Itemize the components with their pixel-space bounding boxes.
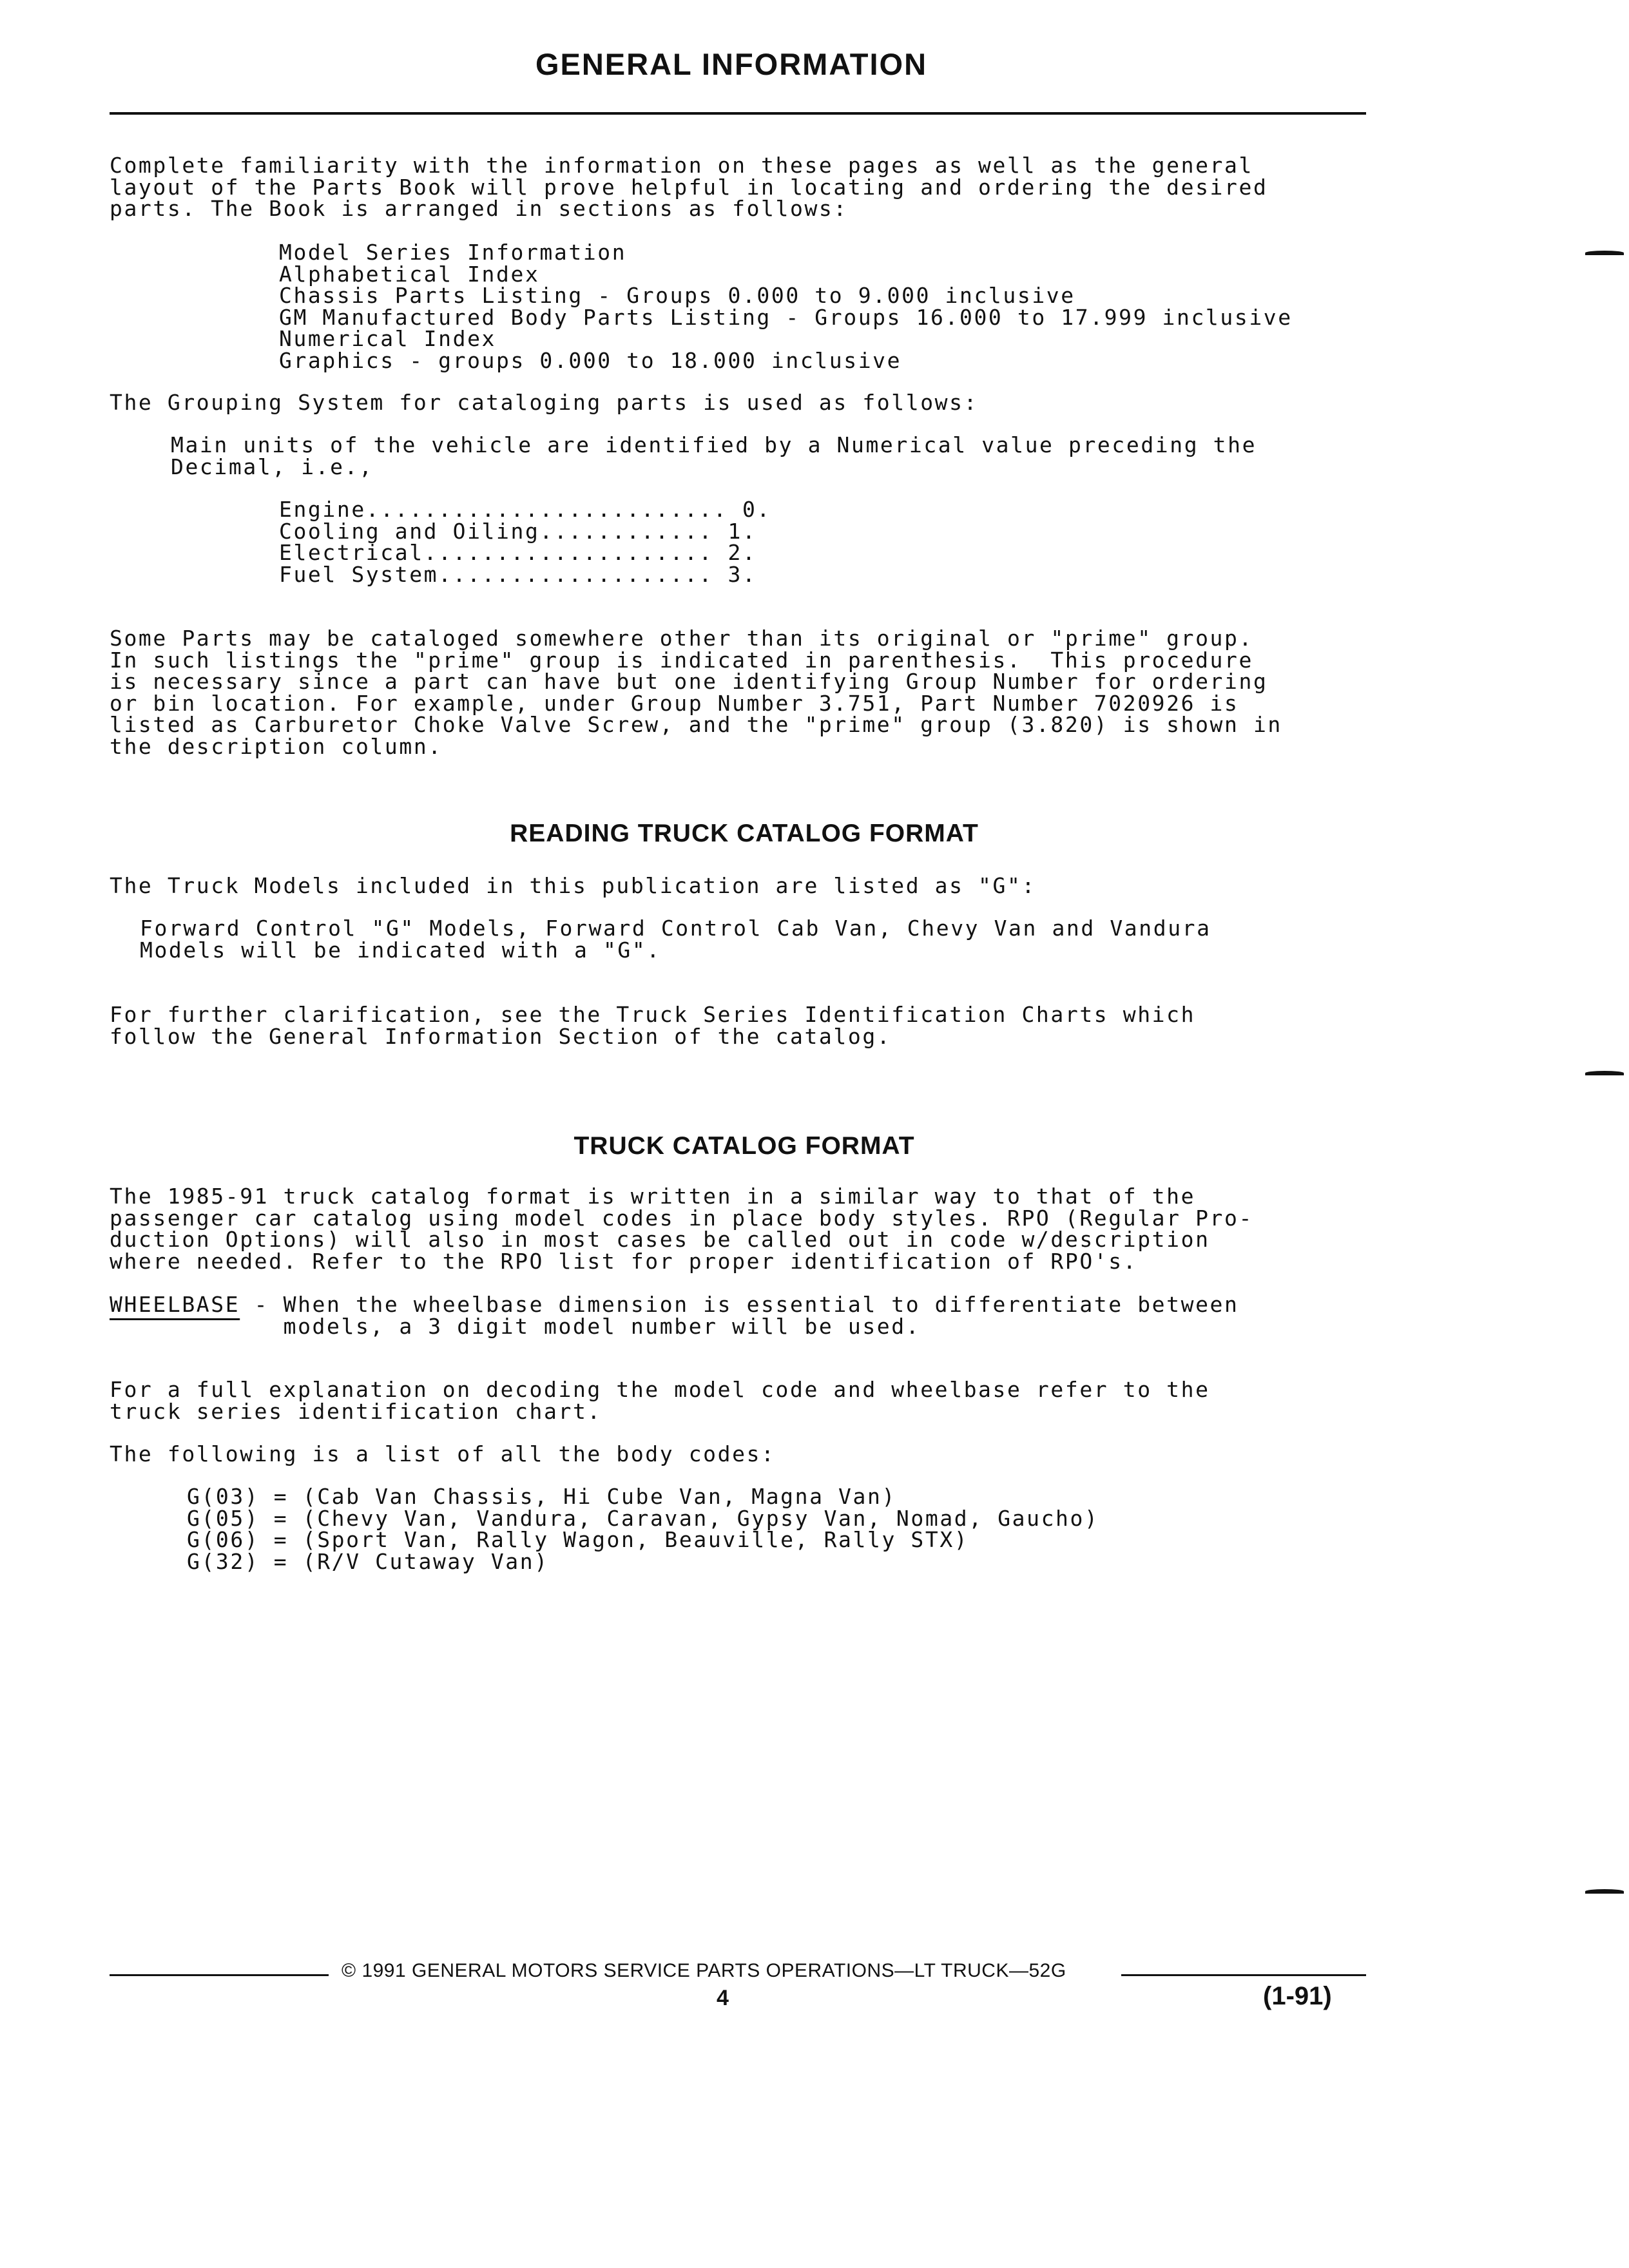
prime-group-paragraph: Some Parts may be cataloged somewhere other than its original or "prime" group. In such listings the "prime" group is indicated in parenthesis. This procedure is necessary since a part can have but one identifying Group Number for ordering or bin location. For example, under Group Number 3.751, Part Number 7020926 is listed as Carburetor Choke Valve Screw, and the "prime" group (3.820) is shown in the description column. bbox=[110, 626, 1282, 759]
footer-rule-right bbox=[1121, 1974, 1366, 1976]
page-title: GENERAL INFORMATION bbox=[535, 47, 928, 81]
body-codes-intro: The following is a list of all the body codes: bbox=[110, 1441, 776, 1466]
reading-format-heading: READING TRUCK CATALOG FORMAT bbox=[510, 820, 979, 847]
group-number-list: Engine......................... 0. Cooling and Oiling............ 1. Electrical.................... 2. Fuel System................... 3. bbox=[279, 497, 771, 587]
binding-mark bbox=[1585, 251, 1624, 255]
clarification-paragraph: For further clarification, see the Truck Series Identification Charts which follow the General Information Section of the catalog. bbox=[110, 1002, 1196, 1049]
page-number: 4 bbox=[717, 1986, 729, 2010]
intro-paragraph: Complete familiarity with the information on these pages as well as the general layout of the Parts Book will prove helpful in locating and ordering the desired parts. The Book is arranged in sections as follows: bbox=[110, 153, 1268, 221]
decoding-paragraph: For a full explanation on decoding the model code and wheelbase refer to the truck series identification chart. bbox=[110, 1377, 1210, 1424]
g-models-paragraph: Forward Control "G" Models, Forward Control Cab Van, Chevy Van and Vandura Models will be indicated with a "G". bbox=[140, 916, 1211, 963]
wheelbase-definition: - When the wheelbase dimension is essential to differentiate between models, a 3 digit model number will be used. bbox=[254, 1292, 1239, 1339]
footer-rule-left bbox=[110, 1974, 329, 1976]
wheelbase-entry bbox=[110, 1294, 1239, 1337]
catalog-format-paragraph: The 1985-91 truck catalog format is written in a similar way to that of the passenger car catalog using model codes in place body styles. RPO (Regular Pro- duction Options) will also in most cases be called out in code w/description where needed. Refer to the RPO list for proper identification of RPO's. bbox=[110, 1184, 1253, 1274]
main-units-paragraph: Main units of the vehicle are identified by a Numerical value preceding the Decimal, i.e., bbox=[171, 432, 1257, 479]
catalog-format-heading: TRUCK CATALOG FORMAT bbox=[574, 1132, 915, 1160]
wheelbase-term: WHEELBASE bbox=[110, 1292, 240, 1317]
body-codes-list: G(03) = (Cab Van Chassis, Hi Cube Van, Magna Van) G(05) = (Chevy Van, Vandura, Caravan, Gypsy Van, Nomad, Gaucho) G(06) = (Sport Van, Rally Wagon, Beauville, Rally STX) G(32) = (R/V Cutaway Van) bbox=[187, 1484, 1099, 1574]
grouping-intro: The Grouping System for cataloging parts is used as follows: bbox=[110, 390, 979, 415]
binding-mark bbox=[1585, 1071, 1624, 1075]
footer-copyright: © 1991 GENERAL MOTORS SERVICE PARTS OPERATIONS—LT TRUCK—52G bbox=[342, 1960, 1066, 1981]
sections-list: Model Series Information Alphabetical Index Chassis Parts Listing - Groups 0.000 to 9.000 inclusive GM Manufactured Body Parts Listing - Groups 16.000 to 17.999 inclusive Numerical Index Graphics - groups 0.000 to 18.000 inclusive bbox=[279, 240, 1293, 373]
header-rule bbox=[110, 112, 1366, 115]
truck-models-intro: The Truck Models included in this publication are listed as "G": bbox=[110, 873, 1036, 898]
binding-mark bbox=[1585, 1889, 1624, 1894]
revision-date: (1-91) bbox=[1263, 1982, 1332, 2010]
